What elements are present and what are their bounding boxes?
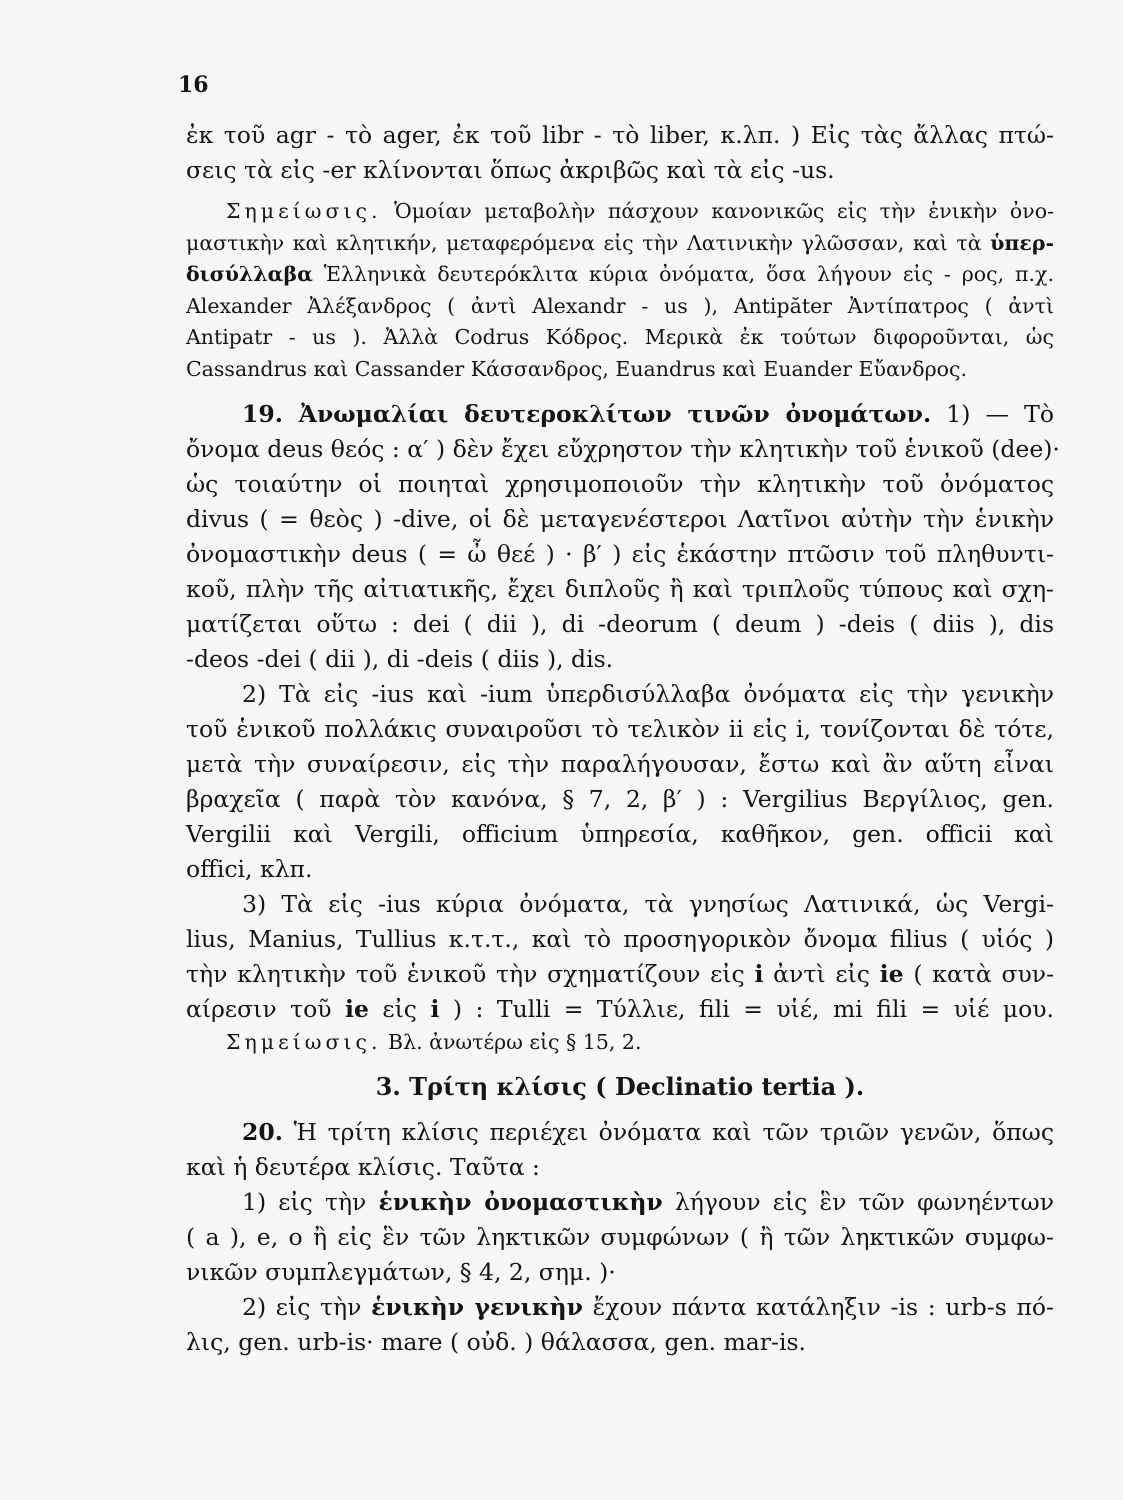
chapter-heading: 3. Τρίτη κλίσις ( Declinatio tertia ). (375, 1071, 865, 1101)
section-20-line: 20. Ἡ τρίτη κλίσις περιέχει ὀνόματα καὶ τῶν τριῶν γενῶν, ὅπως (242, 1117, 1054, 1146)
page-number: 16 (178, 72, 209, 98)
section-19-line: 19. Ἀνωμαλίαι δευτεροκλίτων τινῶν ὀνομάτων. 1) — Τὸ (242, 400, 1054, 428)
text-line: Vergilii καὶ Vergili, officium ὑπηρεσία, καθῆκον, gen. officii καὶ (186, 820, 1054, 848)
text-line: καὶ ἡ δευτέρα κλίσις. Ταῦτα : (186, 1152, 540, 1181)
page-body (186, 118, 1060, 1360)
note-line: δισύλλαβα Ἑλληνικὰ δευτερόκλιτα κύρια ὀνόματα, ὅσα λήγουν εἰς - ρος, π.χ. (186, 262, 1054, 286)
text-line: 2) Τὰ εἰς -ius καὶ -ium ὑπερδισύλλαβα ὀνόματα εἰς τὴν γενικὴν (242, 680, 1054, 708)
text-line: 2) εἰς τὴν ἑνικὴν γενικὴν ἔχουν πάντα κατάληξιν -is : urb-s πό- (242, 1292, 1054, 1321)
text-line: κοῦ, πλὴν τῆς αἰτιατικῆς, ἔχει διπλοῦς ἢ καὶ τριπλοῦς τύπους καὶ σχη- (186, 575, 1054, 603)
text-line: τοῦ ἑνικοῦ πολλάκις συναιροῦσι τὸ τελικὸν ii εἰς i, τονίζονται δὲ τότε, (186, 715, 1054, 743)
text-line: ὀνομαστικὴν deus ( = ὦ θεέ ) · β′ ) εἰς ἑκάστην πτῶσιν τοῦ πληθυντι- (186, 540, 1054, 568)
text-line: σεις τὰ εἰς -er κλίνονται ὅπως ἀκριβῶς καὶ τὰ εἰς -us. (186, 156, 835, 184)
note-line: Alexander Ἀλέξανδρος ( ἀντὶ Alexandr - us ), Antipăter Ἀντίπατρος ( ἀντὶ (186, 293, 1054, 318)
text-line: offici, κλπ. (186, 855, 313, 883)
section-20-number: 20. (242, 1117, 283, 1146)
note-block (186, 1027, 1054, 1059)
section-19-heading: 19. Ἀνωμαλίαι δευτεροκλίτων τινῶν ὀνομάτων. (242, 400, 932, 428)
text-line: αίρεσιν τοῦ ie εἰς i ) : Tulli = Τύλλιε, fili = υἱέ, mi fili = υἱέ μου. (186, 995, 1054, 1023)
text-line: ἐκ τοῦ agr - τὸ ager, ἐκ τοῦ libr - τὸ liber, κ.λπ. ) Εἰς τὰς ἄλλας πτώ- (186, 121, 1054, 149)
text-line: ( a ), e, o ἢ εἰς ἓν τῶν ληκτικῶν συμφώνων ( ἢ τῶν ληκτικῶν συμφω- (186, 1222, 1054, 1251)
text-line: νικῶν συμπλεγμάτων, § 4, 2, σημ. )· (186, 1257, 616, 1286)
note-line: μαστικὴν καὶ κλητικήν, μεταφερόμενα εἰς τὴν Λατινικὴν γλῶσσαν, καὶ τὰ ὑπερ- (186, 230, 1054, 255)
text-line: τὴν κλητικὴν τοῦ ἑνικοῦ τὴν σχηματίζουν εἰς i ἀντὶ εἰς ie ( κατὰ συν- (186, 960, 1055, 988)
text-line: 3) Τὰ εἰς -ius κύρια ὀνόματα, τὰ γνησίως Λατινικά, ὡς Vergi- (242, 890, 1054, 918)
text-line: ὡς τοιαύτην οἱ ποιηταὶ χρησιμοποιοῦν τὴν κλητικὴν τοῦ ὀνόματος (186, 470, 1054, 498)
text-line: βραχεῖα ( παρὰ τὸν κανόνα, § 7, 2, β′ ) : Vergilius Βεργίλιος, gen. (186, 785, 1054, 813)
text-line: λις, gen. urb-is· mare ( οὐδ. ) θάλασσα, gen. mar-is. (186, 1327, 807, 1356)
note-block (186, 196, 1054, 385)
text-line: 1) εἰς τὴν ἑνικὴν ὀνομαστικὴν λήγουν εἰς ἓν τῶν φωνηέντων (242, 1187, 1054, 1216)
note-label: Σημείωσις. (226, 199, 382, 223)
text-line: μετὰ τὴν συναίρεσιν, εἰς τὴν παραλήγουσαν, ἔστω καὶ ἂν αὕτη εἶναι (186, 750, 1054, 778)
text-line: lius, Manius, Tullius κ.τ.τ., καὶ τὸ προσηγορικὸν ὄνομα filius ( υἱός ) (186, 925, 1054, 953)
text-line: -deos -dei ( dii ), di -deis ( diis ), dis. (186, 645, 614, 673)
note-line: Σημείωσις. Βλ. ἀνωτέρω εἰς § 15, 2. (226, 1030, 642, 1054)
text-line: divus ( = θεὸς ) -dive, οἱ δὲ μεταγενέστεροι Λατῖνοι αὐτὴν τὴν ἑνικὴν (186, 505, 1054, 533)
note-label: Σημείωσις. (226, 1030, 382, 1054)
text-line: ματίζεται οὕτω : dei ( dii ), di -deorum ( deum ) -deis ( diis ), dis (186, 610, 1054, 638)
note-line: Cassandrus καὶ Cassander Κάσσανδρος, Euandrus καὶ Euander Εὔανδρος. (186, 356, 967, 381)
note-line: Σημείωσις. Ὁμοίαν μεταβολὴν πάσχουν κανονικῶς εἰς τὴν ἑνικὴν ὀνο- (226, 199, 1054, 223)
note-line: Antipatr - us ). Ἀλλὰ Codrus Κόδρος. Μερικὰ ἐκ τούτων διφοροῦνται, ὡς (186, 325, 1054, 349)
text-line: ὄνομα deus θεός : α′ ) δὲν ἔχει εὔχρηστον τὴν κλητικὴν τοῦ ἑνικοῦ (dee)· (186, 435, 1060, 463)
